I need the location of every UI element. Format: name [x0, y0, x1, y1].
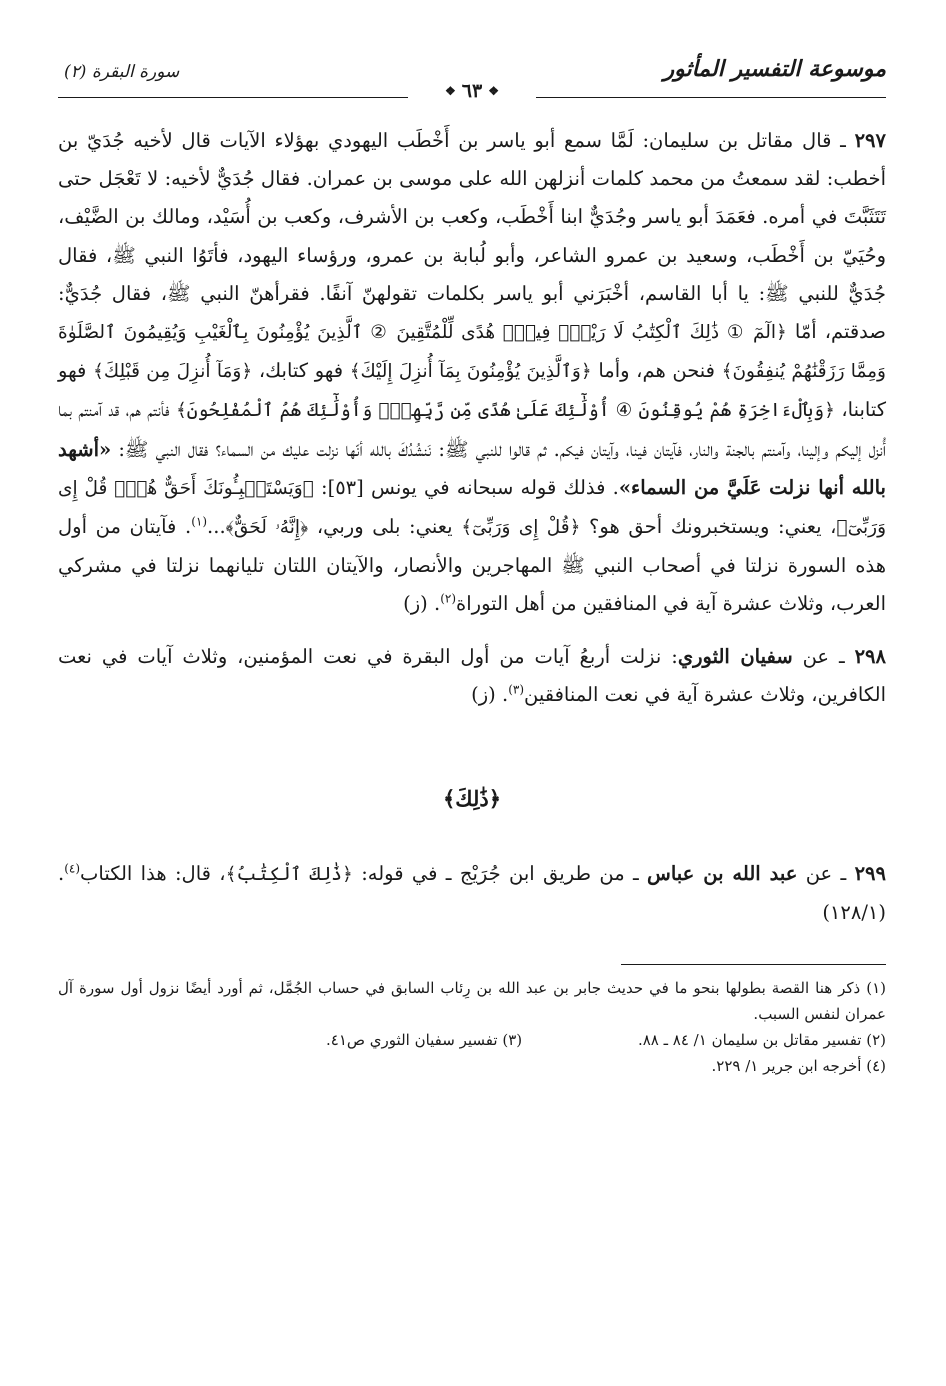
page: [58, 52, 886, 1352]
entry-298: [58, 638, 886, 714]
entry-text: ...: [207, 515, 226, 539]
main-text: [58, 122, 886, 1079]
quran-quote: ﴿وَيَسْتَنۢبِـُٔونَكَ أَحَقٌّ هُوَۖ قُلْ إِى وَرَبِّىٓ﴾: [58, 477, 887, 539]
entry-text: فأنتم هم، قد آمنتم بما أُنزل إليكم وإلينا، وآمنتم بالجنة والنار، فآيتان فينا، وآيتان فيكم. ثم قالوا للنبي ﷺ: نَنشُدُكَ بالله أنّها نزلت عليك من السماء؟ فقال النبي ﷺ:: [58, 398, 886, 461]
ornament-icon: ❖: [445, 84, 456, 98]
footnote-divider: [621, 964, 886, 965]
page-number: ٦٣: [461, 80, 483, 102]
footnote-ref[interactable]: (٣): [508, 682, 525, 697]
footnote-ref[interactable]: (١): [191, 514, 208, 529]
entry-text: . (ز): [403, 592, 441, 616]
book-title: موسوعة التفسير المأثور: [663, 56, 886, 82]
quran-quote: ﴿قُلْ إِى وَرَبِّىٓ﴾: [461, 517, 581, 539]
footnote-4: (٤) أخرجه ابن جرير ١/ ٢٢٩.: [711, 1057, 886, 1076]
entry-number: ٢٩٨: [854, 644, 886, 668]
footnote-2: (٢) تفسير مقاتل بن سليمان ١/ ٨٤ ـ ٨٨.: [637, 1031, 886, 1050]
narrator-name: سفيان الثوري: [677, 644, 793, 668]
footnote-ref[interactable]: (٤): [64, 861, 81, 876]
entry-text: . فآيتان من أول هذه السورة نزلتا في أصحاب النبي ﷺ المهاجرين والأنصار، والآيتان اللتان تليانهما نزلتا في مشركي العرب، وثلاث عشرة آية في المنافقين من أهل التوراة: [58, 515, 886, 616]
entry-text: . (١٢٨/١): [58, 862, 886, 925]
entry-number: ٢٩٧: [854, 129, 886, 152]
page-header: [58, 52, 886, 102]
footnote-1: (١) ذكر هنا القصة بطولها بنحو ما في حديث جابر بن عبد الله بن رِئاب السابق في حساب الجُمَّل، ثم أورد أيضًا نزول أول سورة آل عمران لنفس السبب.: [58, 979, 886, 1024]
quran-quote: ﴿ذَٰلِكَ ٱلْكِتَٰبُ﴾: [225, 864, 353, 886]
ornament-icon: ❖: [488, 84, 499, 98]
entry-text: فنحن هم، وأما: [591, 359, 722, 383]
entry-text: ـ عن: [792, 644, 855, 668]
quran-quote: ﴿وَبِٱلْءَاخِرَةِ هُمْ يُوقِنُونَ ④ أُوْلَٰٓئِكَ عَلَىٰ هُدًى مِّن رَّبِّهِمْۖ وَأُوْلَٰٓئِكَ هُمُ ٱلْمُفْلِحُونَ﴾: [175, 400, 835, 422]
footnote-row: [326, 1027, 886, 1053]
entry-297: [58, 122, 886, 624]
entry-text: فهو كتابك،: [252, 359, 350, 383]
page-number-block: [445, 80, 499, 102]
entry-text: ، قال: هذا الكتاب: [80, 862, 226, 886]
quran-quote: ﴿وَمَآ أُنزِلَ مِن قَبْلِكَ﴾: [93, 361, 253, 383]
entry-text: ـ من طريق ابن جُرَيْج ـ في قوله:: [352, 862, 648, 886]
entry-299: [58, 855, 886, 932]
footnote-3: (٣) تفسير سفيان الثوري ص٤١.: [326, 1031, 523, 1050]
entry-text: فهو كتابنا،: [58, 359, 887, 422]
entry-text: : نزلت أربعُ آيات من أول البقرة في نعت المؤمنين، وثلاث آيات في نعت الكافرين، وثلاث عشرة آية في نعت المنافقين: [58, 644, 886, 706]
header-rule-right: [536, 97, 886, 98]
entry-text: يعني: بلى وربي،: [308, 515, 462, 539]
quran-quote: ﴿الٓمٓ ① ذَٰلِكَ ٱلْكِتَٰبُ لَا رَيْبَۛ فِيهِۛ هُدًى لِّلْمُتَّقِينَ ② ٱلَّذِينَ يُؤْمِنُونَ بِٱلْغَيْبِ وَيُقِيمُونَ ٱلصَّلَوٰةَ وَمِمَّا رَزَقْنَٰهُمْ يُنفِقُونَ﴾: [58, 322, 886, 383]
quran-quote: ﴿إِنَّهُۥ لَحَقٌّ﴾: [225, 517, 309, 539]
entry-text: ـ قال مقاتل بن سليمان: لَمَّا سمع أبو ياسر بن أَخْطَب اليهودي بهؤلاء الآيات قال لأخيه جُدَيّ بن أخطب: لقد سمعتُ من محمد كلمات أنزلهن الله على موسى بن عمران. فقال جُدَيٌّ لأخيه: لا تَعْجَل حتى تَتَثَبَّتَ في أمره. فعَمَدَ أبو ياسر وجُدَيٌّ ابنا أَخْطَب، وكعب بن الأشرف، وكعب بن أُسَيْد، ومالك بن الضَّيْف، وحُيَيّ بن أَخْطَب، وسعيد بن عمرو الشاعر، وأبو لُبابة بن عمرو، ورؤساء اليهود، فأتَوُا النبي ﷺ، فقال جُدَيٌّ للنبي ﷺ: يا أبا القاسم، أخْبَرَني أبو ياسر بكلمات تقولهنّ آنفًا. فقرأهنّ النبي ﷺ، فقال جُدَيٌّ: صدقتم، أمّا: [58, 129, 886, 344]
header-rule-left: [58, 97, 408, 98]
entry-text: ، يعني: ويستخبرونك أحق هو؟: [580, 515, 837, 539]
hadith-quote: «أشهد بالله أنها نزلت عَلَيَّ من السماء»: [58, 437, 886, 499]
entry-text: . فذلك قوله سبحانه في يونس [٥٣]:: [313, 475, 619, 499]
entry-text: . (ز): [471, 682, 509, 706]
quran-quote: ﴿وَٱلَّذِينَ يُؤْمِنُونَ بِمَآ أُنزِلَ إِلَيْكَ﴾: [349, 361, 592, 383]
sura-label: سورة البقرة (٢): [64, 62, 180, 82]
footnotes: [58, 975, 886, 1079]
narrator-name: عبد الله بن عباس: [647, 862, 798, 886]
entry-text: ـ عن: [797, 862, 855, 886]
footnote-ref[interactable]: (٢): [440, 591, 457, 606]
section-heading: ﴿ذَٰلِكَ﴾: [442, 786, 502, 812]
entry-number: ٢٩٩: [854, 862, 886, 886]
